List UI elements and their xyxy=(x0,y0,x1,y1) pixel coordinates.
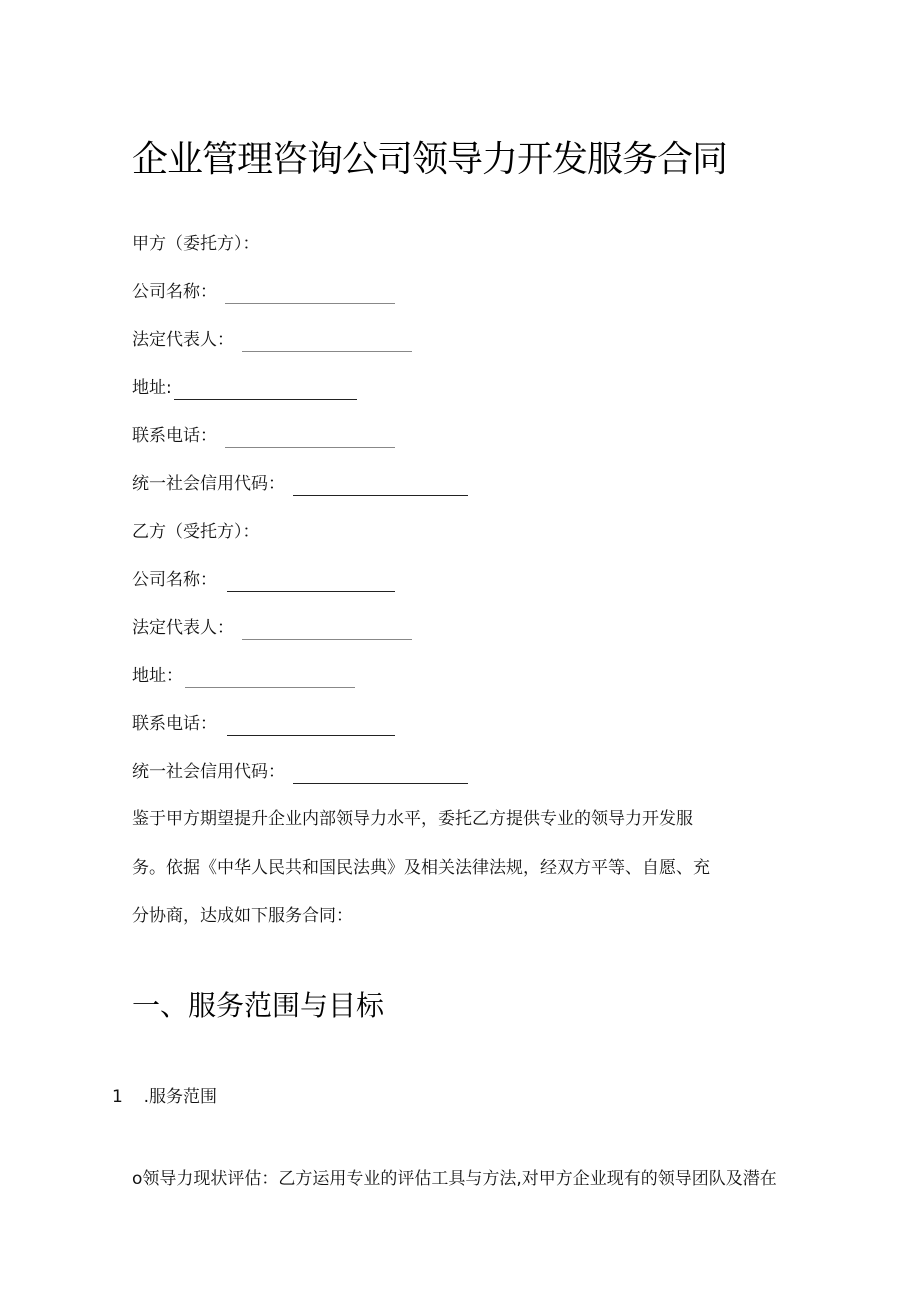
party-b-rep-label: 法定代表人： xyxy=(132,618,234,638)
party-a-heading-text: 甲方（委托方）： xyxy=(132,234,260,254)
party-b-address-label: 地址： xyxy=(132,666,183,686)
party-b-credit-label: 统一社会信用代码： xyxy=(132,762,285,782)
party-b-credit-blank[interactable] xyxy=(293,765,468,784)
party-b-phone-blank[interactable] xyxy=(227,717,395,736)
party-a-rep-blank[interactable] xyxy=(242,333,412,352)
document-title: 企业管理咨询公司领导力开发服务合同 xyxy=(132,139,728,180)
party-a-heading xyxy=(132,232,260,256)
party-a-credit-label: 统一社会信用代码： xyxy=(132,474,285,494)
party-a-phone-label: 联系电话： xyxy=(132,426,217,446)
preamble-line-1: 鉴于甲方期望提升企业内部领导力水平，委托乙方提供专业的领导力开发服 xyxy=(132,809,693,829)
party-b-rep-blank[interactable] xyxy=(242,621,412,640)
party-b-company-row xyxy=(132,568,395,592)
party-a-credit-row xyxy=(132,472,468,496)
preamble-line-3: 分协商，达成如下服务合同： xyxy=(132,906,353,926)
section-1-bullet-1: o领导力现状评估：乙方运用专业的评估工具与方法,对甲方企业现有的领导团队及潜在 xyxy=(132,1169,777,1189)
party-b-address-blank[interactable] xyxy=(185,669,355,688)
section-1-item-1-title: .服务范围 xyxy=(143,1087,218,1107)
party-a-address-blank[interactable] xyxy=(174,381,357,400)
party-b-credit-row xyxy=(132,760,468,784)
party-a-address-label: 地址: xyxy=(132,378,172,398)
party-a-rep-label: 法定代表人： xyxy=(132,330,234,350)
party-a-phone-row xyxy=(132,424,395,448)
party-b-heading-text: 乙方（受托方）： xyxy=(132,522,260,542)
party-b-address-row xyxy=(132,664,355,688)
section-1-item-1-number: 1 xyxy=(112,1087,123,1107)
party-b-heading xyxy=(132,520,260,544)
party-b-phone-row xyxy=(132,712,395,736)
section-1-item-1 xyxy=(112,1085,217,1109)
party-a-rep-row xyxy=(132,328,412,352)
party-b-phone-label: 联系电话： xyxy=(132,714,217,734)
party-a-phone-blank[interactable] xyxy=(225,429,395,448)
party-b-rep-row xyxy=(132,616,412,640)
party-a-credit-blank[interactable] xyxy=(293,477,468,496)
preamble-line-2: 务。依据《中华人民共和国民法典》及相关法律法规，经双方平等、自愿、充 xyxy=(132,858,710,878)
party-b-company-label: 公司名称： xyxy=(132,570,217,590)
party-b-company-blank[interactable] xyxy=(227,573,395,592)
party-a-address-row xyxy=(132,376,357,400)
section-1-heading: 一、服务范围与目标 xyxy=(132,989,385,1022)
party-a-company-row xyxy=(132,280,395,304)
party-a-company-label: 公司名称： xyxy=(132,282,217,302)
party-a-company-blank[interactable] xyxy=(225,285,395,304)
